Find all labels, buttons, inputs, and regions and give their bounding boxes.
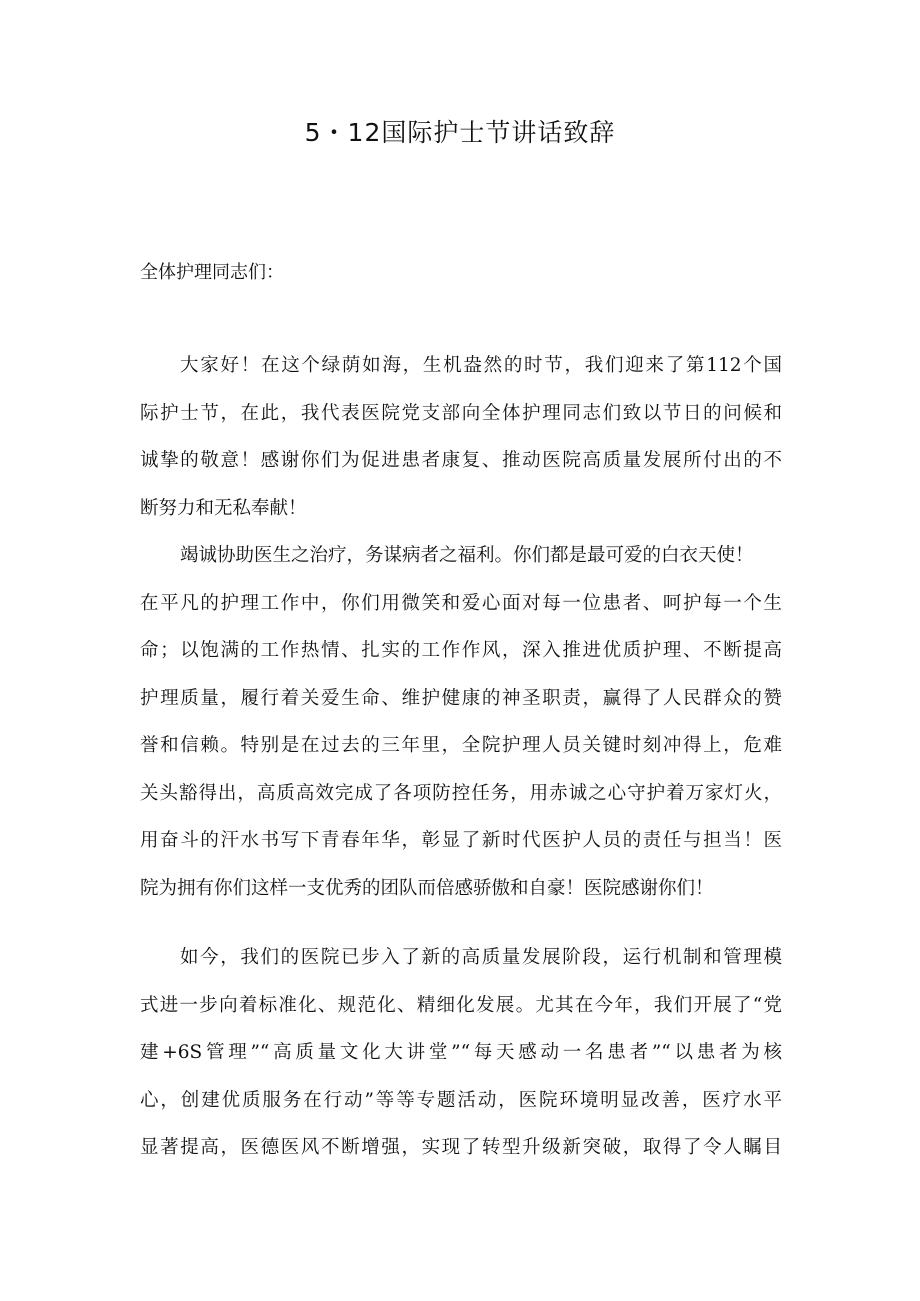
text-line: 式进一步向着标准化、规范化、精细化发展。尤其在今年，我们开展了“党 — [140, 994, 782, 1016]
text-line: 际护士节，在此，我代表医院党支部向全体护理同志们致以节日的问候和 — [140, 402, 782, 424]
text-line: 如今，我们的医院已步入了新的高质量发展阶段，运行机制和管理模 — [180, 947, 782, 968]
paragraph-2 — [140, 532, 782, 912]
text-line: 断努力和无私奉献！ — [140, 497, 307, 519]
paragraph-1 — [140, 342, 782, 532]
text-line: 关头豁得出，高质高效完成了各项防控任务，用赤诚之心守护着万家灯火， — [140, 782, 782, 804]
text-line: 在平凡的护理工作中，你们用微笑和爱心面对每一位患者、呵护每一个生 — [140, 592, 782, 614]
text-line: 心，创建优质服务在行动”等等专题活动，医院环境明显改善，医疗水平 — [140, 1089, 782, 1111]
text-line: 显著提高，医德医风不断增强，实现了转型升级新突破，取得了令人瞩目 — [140, 1137, 782, 1158]
text-line: 院为拥有你们这样一支优秀的团队而倍感骄傲和自豪！医院感谢你们！ — [140, 877, 714, 899]
text-line: 建+6S管理”“高质量文化大讲堂”“每天感动一名患者”“以患者为核 — [140, 1042, 782, 1063]
text-line: 诚挚的敬意！感谢你们为促进患者康复、推动医院高质量发展所付出的不 — [140, 450, 782, 471]
text-line: 竭诚协助医生之治疗，务谋病者之福利。你们都是最可爱的白衣天使！ — [180, 545, 754, 566]
text-line: 命；以饱满的工作热情、扎实的工作作风，深入推进优质护理、不断提高 — [140, 640, 782, 661]
text-line: 用奋斗的汗水书写下青春年华，彰显了新时代医护人员的责任与担当！医 — [140, 830, 782, 851]
salutation: 全体护理同志们： — [140, 262, 284, 283]
text-line: 大家好！在这个绿荫如海，生机盎然的时节，我们迎来了第112个国 — [180, 355, 782, 376]
text-line: 护理质量，履行着关爱生命、维护健康的神圣职责，赢得了人民群众的赞 — [140, 687, 782, 709]
text-line: 誉和信赖。特别是在过去的三年里，全院护理人员关键时刻冲得上，危难 — [140, 735, 782, 756]
document-title: 5・12国际护士节讲话致辞 — [304, 118, 616, 147]
paragraph-3 — [140, 934, 782, 1172]
